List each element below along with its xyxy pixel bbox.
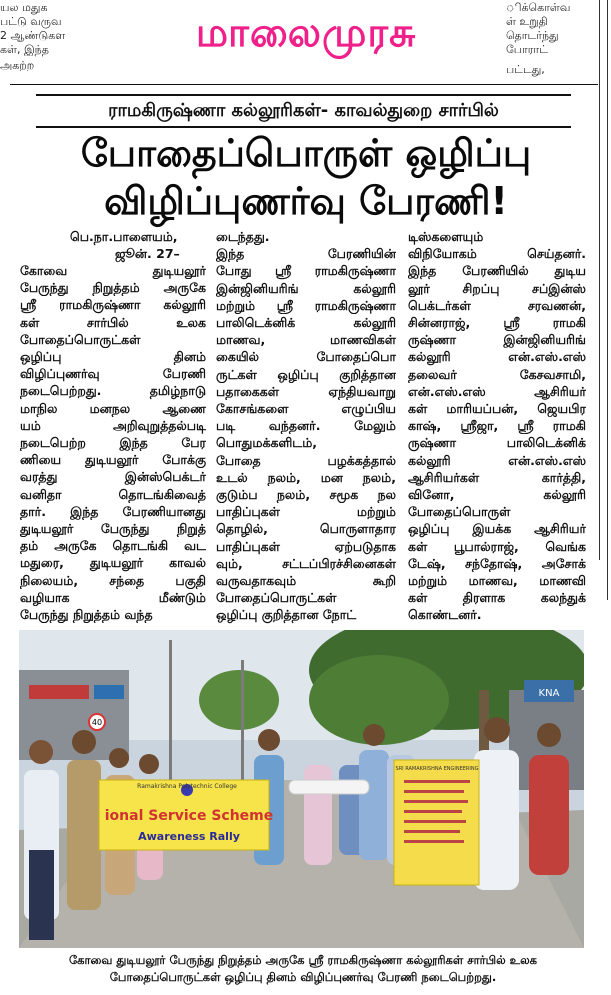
- article-column-2: [216, 228, 396, 624]
- article-line: மற்றும் ஸ்ரீ ராமகிருஷ்ணா: [216, 297, 396, 313]
- fragment-line: கள், இந்த: [0, 43, 49, 56]
- shop-sign-right-text: KNA: [538, 688, 560, 699]
- article-line: பாதிப்புகள் மற்றும்: [216, 504, 396, 520]
- article-line: தார். இந்த பேரணியானது: [20, 503, 206, 519]
- article-line: வும், சட்டப்பிரச்சினைகள்: [216, 555, 396, 571]
- article-line: தொழில், பொருளாதார: [216, 521, 396, 537]
- article-line: டிஸ்களையும்: [408, 229, 484, 244]
- article-column-3: [408, 228, 586, 624]
- banner-left-line2: Awareness Rally: [138, 830, 240, 843]
- fragment-line: பட்டு வருவ: [0, 15, 62, 28]
- article-line: டேஷ், சந்தோஷ், அசோக்: [408, 555, 586, 571]
- article-line: பதாகைகள் ஏந்தியவாறு: [216, 383, 396, 399]
- article-line: யம் அறிவுறுத்தல்படி: [20, 417, 206, 433]
- caption-line-1: கோவை துடியலூர் பேருந்து நிறுத்தம் அருகே ஸ்ரீ ராமகிருஷ்ணா கல்லூரிகள் சார்பில் உலக: [68, 953, 538, 967]
- article-line: ஒழிப்பு தினம்: [20, 349, 206, 365]
- fragment-line: ிக்கொள்வ: [506, 1, 571, 14]
- caption-line-2: போதைப்பொருட்கள் ஒழிப்பு தினம் விழிப்புணர்வு பேரணி நடைபெற்றது.: [109, 970, 497, 984]
- article-line: கோசங்களை எழுப்பிய: [216, 401, 396, 417]
- article-line: கொண்டனர்.: [408, 607, 482, 623]
- article-line: வனிதா தொடங்கிவைத்: [20, 486, 206, 502]
- article-line: மாநில மனநல ஆணை: [20, 400, 206, 416]
- article-line: என்.எஸ்.எஸ் ஆசிரியர்: [408, 383, 586, 399]
- photo-illustration: [19, 630, 584, 948]
- headline-line-2: விழிப்புணர்வு பேரணி!: [104, 179, 508, 223]
- article-line: பாலிடெக்னிக் கல்லூரி: [216, 315, 396, 331]
- headline-line-1: போதைப்பொருள் ஒழிப்பு: [80, 131, 532, 175]
- photo-caption: [18, 952, 588, 986]
- banner-left-college: Ramakrishna Polytechnic College: [137, 783, 237, 790]
- banner-left-line1: ional Service Scheme: [104, 808, 274, 824]
- divider: [10, 84, 598, 85]
- article-line: வழியாக மீண்டும்: [20, 589, 206, 605]
- article-line: இன்ஜினியரிங் கல்லூரி: [216, 280, 396, 296]
- article-line: ருட்கள் ஒழிப்பு குறித்தான: [216, 366, 396, 382]
- article-line: மற்றும் மாணவ, மாணவி: [408, 573, 586, 589]
- article-line: டைந்தது.: [216, 229, 270, 244]
- article-line: துடியலூர் பேருந்து நிறுத்: [20, 521, 206, 537]
- banner-left: [99, 780, 273, 850]
- article-line: சின்னராஜ், ஸ்ரீ ராமகி: [408, 315, 586, 331]
- rally-photo: [19, 630, 584, 948]
- article-line: மாணவ, மாணவிகள்: [216, 332, 396, 348]
- article-line: பெக்டர்கள் சரவணன்,: [408, 297, 586, 313]
- article-line: போதைப்பொருட்கள்: [216, 590, 337, 606]
- article-line: ணியை துடியலூர் போக்கு: [20, 452, 206, 468]
- article-line: படி வந்தனர். மேலும்: [216, 418, 396, 434]
- article-line: கள் திரளாக கலந்துக்: [408, 590, 586, 606]
- fragment-line: யல மதுக: [0, 1, 48, 14]
- article-line: இந்த பேரணியில் துடிய: [408, 263, 586, 279]
- article-line: ஒழிப்பு இயக்க ஆசிரியர்: [408, 521, 586, 537]
- article-line: பொதுமக்களிடம்,: [216, 435, 318, 451]
- article-line: வினோ, கல்லூரி: [408, 487, 586, 503]
- article-line: குடும்ப நலம், சமூக நல: [216, 487, 396, 503]
- article-line: இந்த பேரணியின்: [216, 246, 396, 262]
- banner-right: [394, 760, 479, 885]
- fragment-line: தொடர்ந்து: [506, 29, 559, 42]
- article-line: விநியோகம் செய்தனர்.: [408, 246, 586, 262]
- article-line: ருஷ்ணா இன்ஜினியரிங்: [408, 332, 586, 348]
- masthead-logo: மாலைமுரசு: [112, 6, 500, 64]
- article-line: லூர் சிறப்பு சப்இன்ஸ்: [408, 280, 586, 296]
- column-divider: [599, 0, 600, 560]
- dateline-place: பெ.நா.பாளையம்,: [70, 229, 178, 244]
- fragment-line: ள் உறுதி: [506, 15, 548, 28]
- article-line: போது ஸ்ரீ ராமகிருஷ்ணா: [216, 263, 396, 279]
- fragment-line: 2 ஆண்டுகள: [0, 29, 66, 42]
- subheadline: ராமகிருஷ்ணா கல்லூரிகள்- காவல்துறை சார்பில்: [36, 94, 571, 128]
- article-line: கள் சார்பில் உலக: [20, 314, 206, 330]
- article-line: நடைபெற்றது. தமிழ்நாடு: [20, 383, 206, 399]
- speed-sign-text: 40: [91, 718, 103, 727]
- article-line: போதைப்பொருட்கள்: [20, 331, 141, 347]
- column-divider: [607, 0, 608, 600]
- article-line: தலைவர் கேசவசாமி,: [408, 366, 586, 382]
- article-line: கள் மாரியப்பன், ஜெயபிர: [408, 401, 586, 417]
- dateline-date: ஜூன். 27–: [115, 246, 180, 261]
- article-line: நடைபெற்ற இந்த பேர: [20, 435, 206, 451]
- article-line: தம் அருகே தொடங்கி வட: [20, 538, 206, 554]
- article-line: பேருந்து நிறுத்தம் அருகே: [20, 280, 206, 296]
- fragment-line: அகற்ற: [0, 59, 35, 72]
- article-line: கல்லூரி என்.எஸ்.எஸ்: [408, 349, 586, 365]
- article-line: ஸ்ரீ ராமகிருஷ்ணா கல்லூரி: [20, 297, 206, 313]
- article-line: விழிப்புணர்வு பேரணி: [20, 366, 206, 382]
- article-line: மதுரை, துடியலூர் காவல்: [20, 555, 206, 571]
- article-line: நிலையம், சந்தை பகுதி: [20, 572, 206, 588]
- banner-right-college: SRI RAMAKRISHNA ENGINEERING: [395, 766, 479, 772]
- article-line: ஆசிரியர்கள் கார்த்தி,: [408, 469, 586, 485]
- article-line: கள் பூபால்ராஜ், வெங்க: [408, 538, 586, 554]
- article-line: கோவை துடியலூர்: [20, 263, 206, 278]
- article-line: போதைப்பொருள்: [408, 504, 511, 520]
- article-line: உடல் நலம், மன நலம்,: [216, 469, 396, 485]
- article-line: போதை பழக்கத்தால்: [216, 452, 396, 468]
- article-line: கல்லூரி என்.எஸ்.எஸ்: [408, 452, 586, 468]
- article-line: ருஷ்ணா பாலிடெக்னிக்: [408, 435, 586, 451]
- article-line: காஷ், ஸ்ரீஜா, ஸ்ரீ ராமகி: [408, 418, 586, 434]
- article-line: வரத்து இன்ஸ்பெக்டர்: [20, 469, 206, 485]
- article-column-1: [20, 262, 206, 623]
- article-line: பேருந்து நிறுத்தம் வந்த: [20, 607, 153, 623]
- article-line: கையில் போதைப்பொ: [216, 349, 396, 365]
- fragment-line: போராட்: [506, 43, 548, 56]
- article-line: வருவதாகவும் கூறி: [216, 573, 396, 589]
- fragment-line: பட்டது,: [506, 63, 545, 76]
- article-line: ஒழிப்பு குறித்தான நோட்: [216, 607, 357, 623]
- article-line: பாதிப்புகள் ஏற்படுதாக: [216, 538, 396, 554]
